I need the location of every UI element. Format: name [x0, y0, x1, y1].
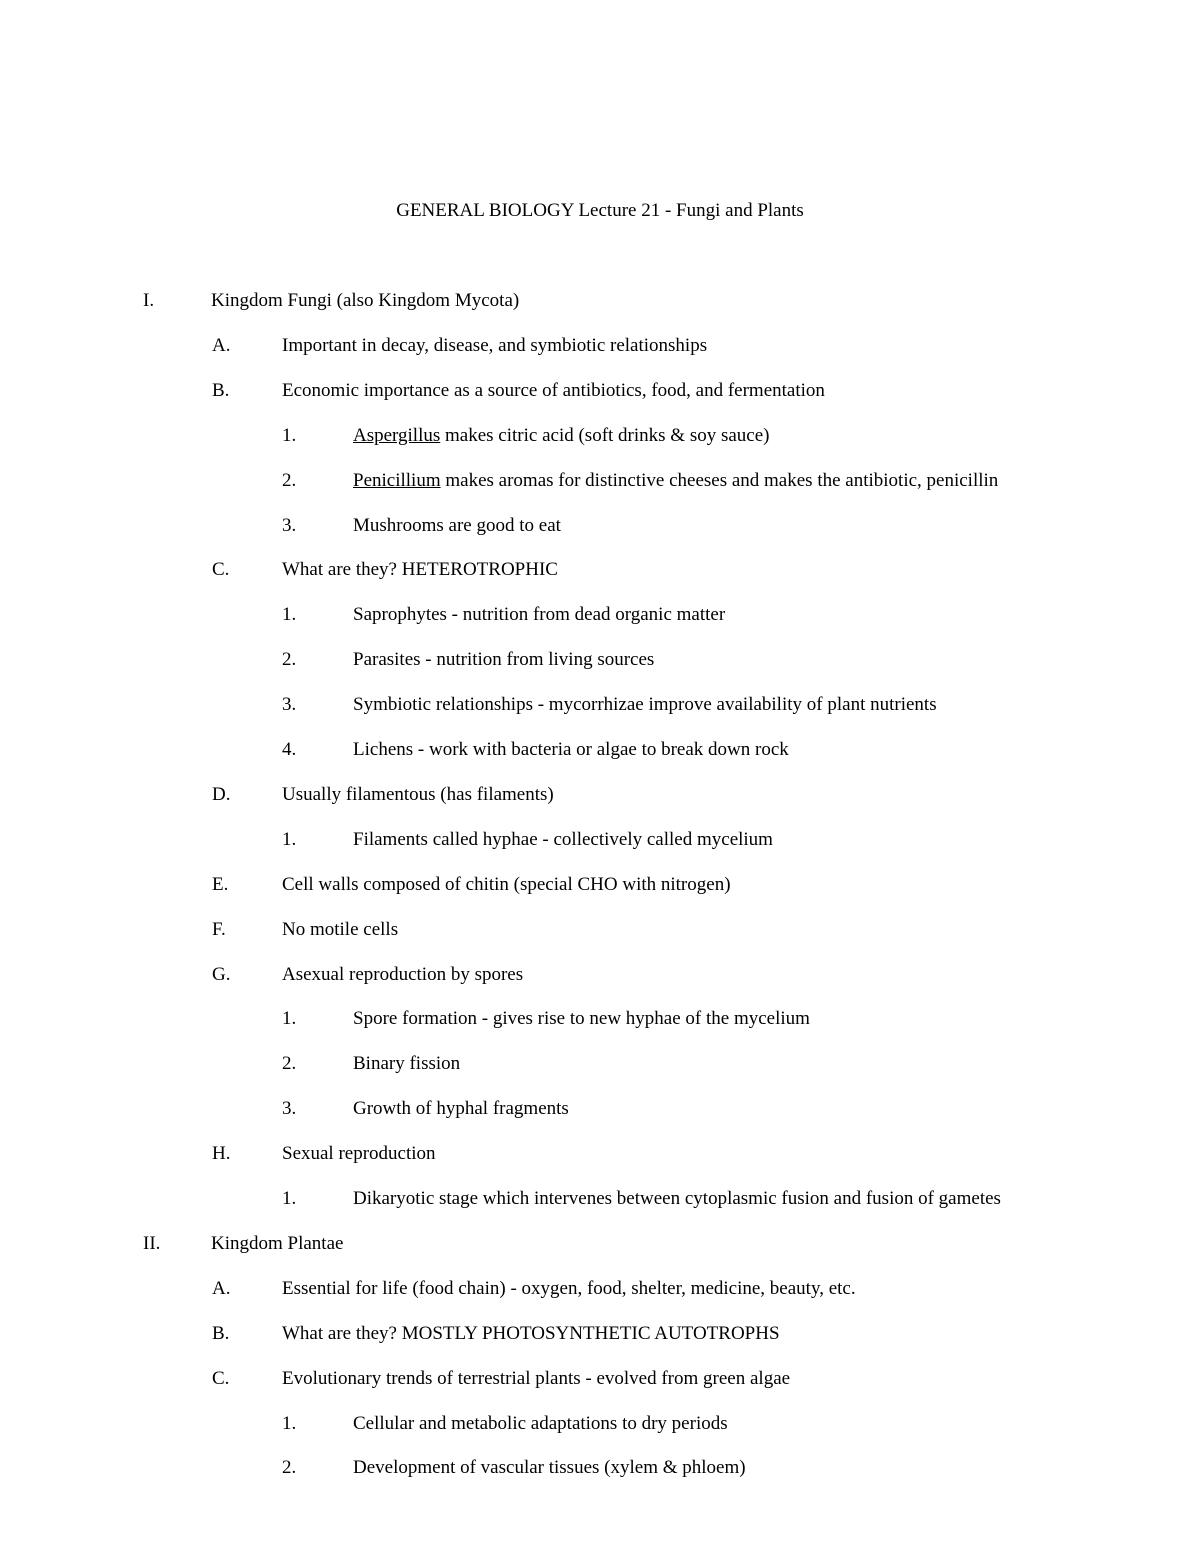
outline-marker: 3.	[282, 694, 297, 715]
outline-item	[0, 1232, 1200, 1256]
outline-text: No motile cells	[282, 919, 399, 940]
outline-item	[0, 783, 1200, 807]
outline-text: Kingdom Plantae	[211, 1233, 344, 1254]
outline-marker: 4.	[282, 739, 297, 760]
outline-marker: H.	[212, 1143, 231, 1164]
outline-marker: 2.	[282, 649, 297, 670]
outline-item	[0, 1007, 1200, 1031]
outline-text: Cell walls composed of chitin (special CHO with nitrogen)	[282, 874, 731, 895]
outline-item	[0, 558, 1200, 582]
outline-text: Evolutionary trends of terrestrial plants - evolved from green algae	[282, 1368, 791, 1389]
outline-text: Essential for life (food chain) - oxygen, food, shelter, medicine, beauty, etc.	[282, 1278, 856, 1299]
outline-item	[0, 379, 1200, 403]
outline-marker: D.	[212, 784, 231, 805]
outline-text: Economic importance as a source of antibiotics, food, and fermentation	[282, 380, 825, 401]
outline-marker: I.	[143, 290, 155, 311]
outline-marker: 2.	[282, 1053, 297, 1074]
outline-marker: 1.	[282, 1008, 297, 1029]
outline-item	[0, 693, 1200, 717]
outline-marker: 1.	[282, 604, 297, 625]
outline-marker: B.	[212, 380, 230, 401]
outline-item	[0, 648, 1200, 672]
outline-marker: 3.	[282, 1098, 297, 1119]
outline-item	[0, 1277, 1200, 1301]
outline-text: Sexual reproduction	[282, 1143, 436, 1164]
outline-item	[0, 289, 1200, 313]
outline-text: Lichens - work with bacteria or algae to break down rock	[353, 739, 789, 760]
outline-item	[0, 424, 1200, 448]
outline-text-rest: makes aromas for distinctive cheeses and makes the antibiotic, penicillin	[440, 470, 999, 491]
outline-text: Mushrooms are good to eat	[353, 515, 561, 536]
outline-item	[0, 1097, 1200, 1121]
outline-item	[0, 963, 1200, 987]
outline-marker: 1.	[282, 1413, 297, 1434]
outline-item	[0, 469, 1200, 493]
outline-marker: F.	[212, 919, 226, 940]
outline-item	[0, 334, 1200, 358]
outline-item	[0, 1412, 1200, 1436]
outline-text: Parasites - nutrition from living sources	[353, 649, 655, 670]
outline-marker: 1.	[282, 1188, 297, 1209]
genus-name: Aspergillus	[353, 425, 441, 446]
outline-marker: B.	[212, 1323, 230, 1344]
outline-item	[0, 1187, 1200, 1211]
outline-text: Dikaryotic stage which intervenes between cytoplasmic fusion and fusion of gametes	[353, 1188, 1001, 1209]
outline-text: Saprophytes - nutrition from dead organic matter	[353, 604, 726, 625]
outline-text: Cellular and metabolic adaptations to dry periods	[353, 1413, 728, 1434]
outline-marker: E.	[212, 874, 229, 895]
outline-marker: C.	[212, 559, 230, 580]
outline-text: Filaments called hyphae - collectively called mycelium	[353, 829, 773, 850]
outline-text: Development of vascular tissues (xylem & phloem)	[353, 1457, 746, 1478]
outline-marker: A.	[212, 335, 231, 356]
outline-marker: 1.	[282, 425, 297, 446]
outline-item	[0, 514, 1200, 538]
outline-marker: 2.	[282, 1457, 297, 1478]
outline-text: Binary fission	[353, 1053, 461, 1074]
outline-text: What are they? MOSTLY PHOTOSYNTHETIC AUTOTROPHS	[282, 1323, 780, 1344]
outline-text: Kingdom Fungi (also Kingdom Mycota)	[211, 290, 520, 311]
outline-item	[0, 738, 1200, 762]
outline-item	[0, 1456, 1200, 1480]
outline-text	[353, 469, 998, 493]
outline-marker: A.	[212, 1278, 231, 1299]
outline-text: Growth of hyphal fragments	[353, 1098, 569, 1119]
outline-text: Symbiotic relationships - mycorrhizae improve availability of plant nutrients	[353, 694, 937, 715]
outline-text	[353, 424, 770, 448]
outline-text: Spore formation - gives rise to new hyphae of the mycelium	[353, 1008, 810, 1029]
outline-marker: II.	[143, 1233, 161, 1254]
outline-item	[0, 1322, 1200, 1346]
genus-name: Penicillium	[353, 470, 441, 491]
outline-text: Important in decay, disease, and symbiotic relationships	[282, 335, 708, 356]
outline-item	[0, 1367, 1200, 1391]
outline-item	[0, 1052, 1200, 1076]
outline-item	[0, 918, 1200, 942]
outline-text-rest: makes citric acid (soft drinks & soy sauce)	[440, 425, 770, 446]
outline-item	[0, 828, 1200, 852]
page-title: GENERAL BIOLOGY Lecture 21 - Fungi and Plants	[396, 200, 804, 221]
outline-item	[0, 1142, 1200, 1166]
outline-marker: 3.	[282, 515, 297, 536]
outline-marker: 2.	[282, 470, 297, 491]
outline-item	[0, 603, 1200, 627]
outline-text: Asexual reproduction by spores	[282, 964, 524, 985]
outline-marker: 1.	[282, 829, 297, 850]
outline-marker: C.	[212, 1368, 230, 1389]
outline-text: What are they? HETEROTROPHIC	[282, 559, 558, 580]
outline-text: Usually filamentous (has filaments)	[282, 784, 554, 805]
outline-marker: G.	[212, 964, 231, 985]
outline-item	[0, 873, 1200, 897]
